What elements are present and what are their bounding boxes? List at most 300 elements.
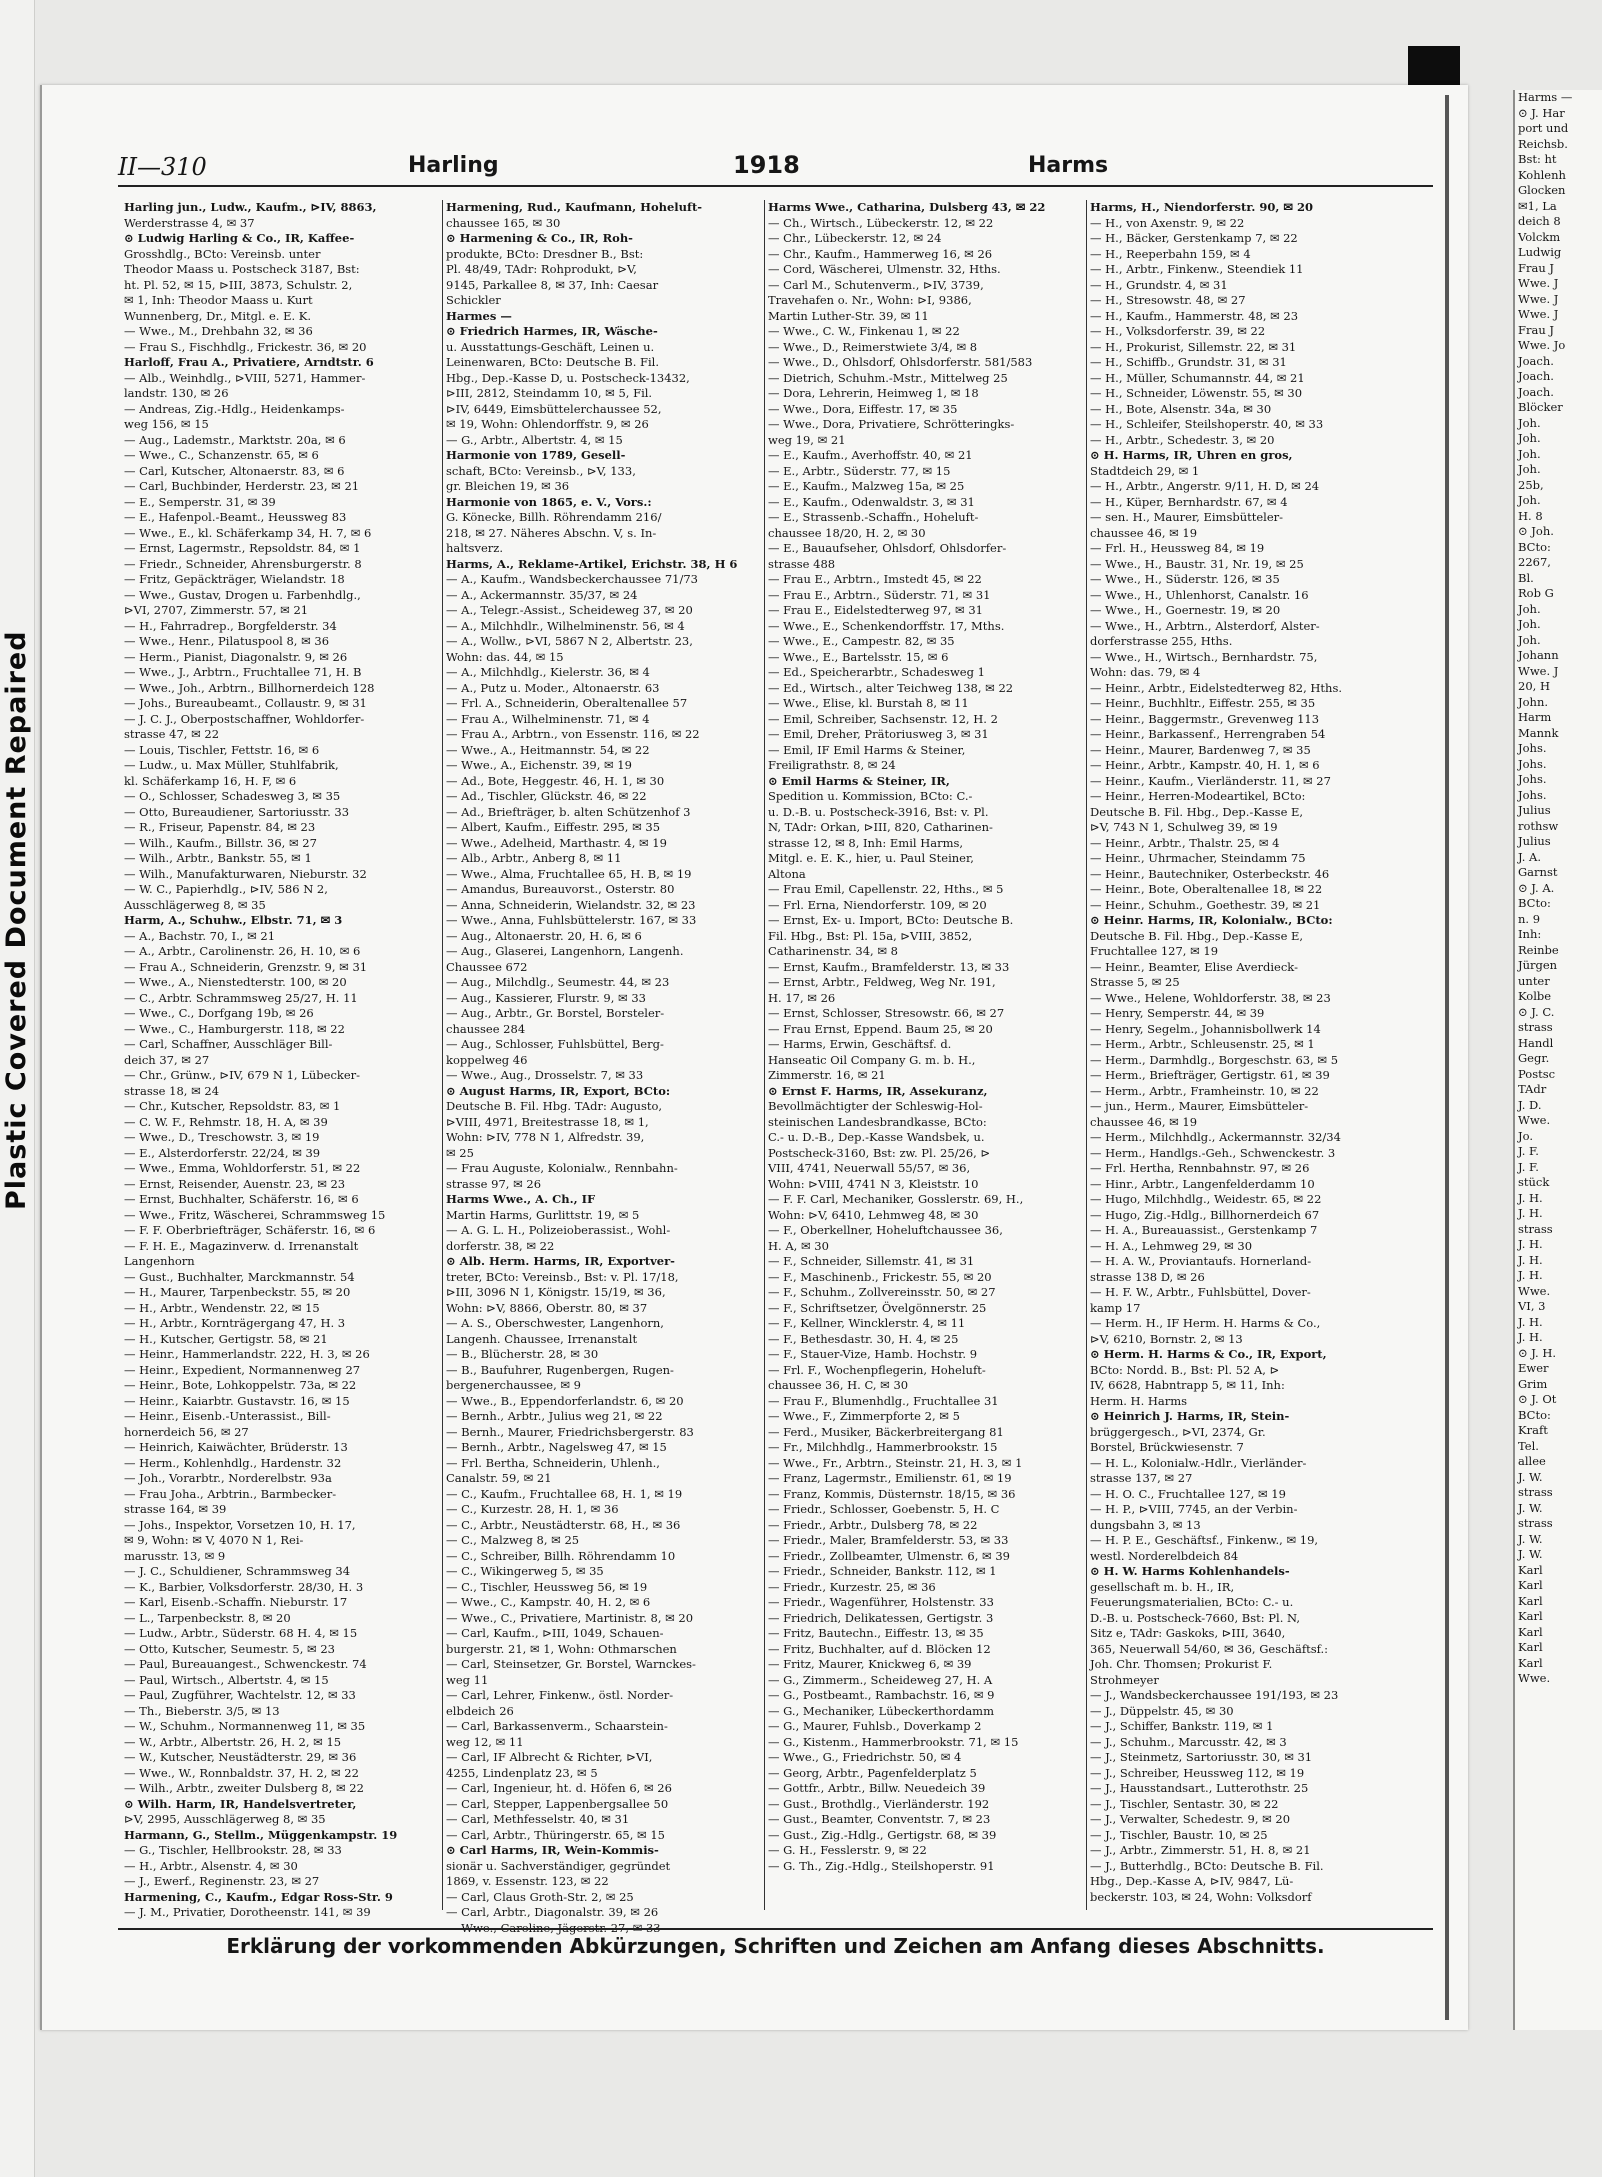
adjacent-page-line: Inh: bbox=[1518, 927, 1542, 941]
directory-entry-line: Pl. 48/49, TAdr: Rohprodukt, ⊳V, bbox=[446, 262, 637, 276]
directory-entry-line: — Frl. Hertha, Rennbahnstr. 97, ✉ 26 bbox=[1090, 1161, 1310, 1175]
directory-entry-line: H. A, ✉ 30 bbox=[768, 1238, 829, 1253]
directory-entry-line: — Ludw., u. Max Müller, Stuhlfabrik, bbox=[124, 758, 339, 772]
directory-entry-line: — Wilh., Kaufm., Billstr. 36, ✉ 27 bbox=[124, 835, 317, 850]
directory-entry-line: — Fritz, Maurer, Knickweg 6, ✉ 39 bbox=[768, 1657, 972, 1671]
directory-entry-line: — Wwe., Dora, Privatiere, Schrötteringks- bbox=[768, 417, 1015, 431]
directory-entry-line: ⊙ August Harms, IR, Export, BCto: bbox=[446, 1083, 671, 1098]
adjacent-page-line: Gegr. bbox=[1518, 1051, 1550, 1065]
adjacent-page-line: ⊙ Joh. bbox=[1518, 524, 1554, 538]
directory-entry-line: ✉ 9, Wohn: ✉ V, 4070 N 1, Rei- bbox=[124, 1533, 304, 1547]
directory-entry-line: — Wwe., A., Heitmannstr. 54, ✉ 22 bbox=[446, 742, 650, 757]
directory-entry-line: — E., Kaufm., Averhoffstr. 40, ✉ 21 bbox=[768, 448, 973, 462]
directory-entry-line: — C., Tischler, Heussweg 56, ✉ 19 bbox=[446, 1579, 648, 1594]
directory-entry-line: — Ch., Wirtsch., Lübeckerstr. 12, ✉ 22 bbox=[768, 215, 994, 230]
directory-entry-line: — Wwe., Gustav, Drogen u. Farbenhdlg., bbox=[124, 587, 361, 602]
column-2 bbox=[446, 200, 750, 1935]
directory-entry-line: Feuerungsmaterialien, BCto: C.- u. bbox=[1090, 1595, 1294, 1609]
directory-entry-line: — F., Bethesdastr. 30, H. 4, ✉ 25 bbox=[768, 1331, 959, 1346]
directory-entry-line: — Frl. Erna, Niendorferstr. 109, ✉ 20 bbox=[768, 897, 987, 912]
directory-entry-line: — Heinr., Arbtr., Thalstr. 25, ✉ 4 bbox=[1090, 835, 1280, 850]
header-left-keyword: Harling bbox=[408, 153, 499, 178]
directory-entry-line: — F., Oberkellner, Hoheluftchaussee 36, bbox=[768, 1223, 1003, 1237]
adjacent-page-line: Johs. bbox=[1518, 787, 1547, 802]
header-right-keyword: Harms bbox=[1028, 153, 1109, 178]
adjacent-page-line: stück bbox=[1518, 1175, 1550, 1189]
directory-entry-line: — Harms, Erwin, Geschäftsf. d. bbox=[768, 1037, 952, 1051]
directory-entry-line: ⊳V, 6210, Bornstr. 2, ✉ 13 bbox=[1090, 1331, 1243, 1346]
directory-entry-line: — C., Wikingerweg 5, ✉ 35 bbox=[446, 1564, 604, 1578]
directory-entry-line: — Ernst, Buchhalter, Schäferstr. 16, ✉ 6 bbox=[124, 1192, 359, 1206]
adjacent-page-line: Harms — bbox=[1518, 90, 1573, 104]
directory-entry-line: treter, BCto: Vereinsb., Bst: v. Pl. 17/18, bbox=[446, 1269, 679, 1284]
directory-entry-line: Wohn: das. 44, ✉ 15 bbox=[446, 649, 564, 664]
adjacent-page-line: VI, 3 bbox=[1518, 1299, 1546, 1313]
directory-entry-line: Harling jun., Ludw., Kaufm., ⊳IV, 8863, bbox=[124, 200, 377, 214]
adjacent-page-line: 25b, bbox=[1518, 477, 1544, 492]
directory-entry-line: Hanseatic Oil Company G. m. b. H., bbox=[768, 1052, 976, 1067]
directory-entry-line: — O., Schlosser, Schadesweg 3, ✉ 35 bbox=[124, 789, 341, 803]
directory-entry-line: strasse 47, ✉ 22 bbox=[124, 727, 220, 741]
directory-entry-line: — Wilh., Arbtr., Bankstr. 55, ✉ 1 bbox=[124, 851, 312, 865]
directory-entry-line: — Friedr., Maler, Bramfelderstr. 53, ✉ 33 bbox=[768, 1533, 1009, 1547]
directory-entry-line: — Herm., Darmhdlg., Borgeschstr. 63, ✉ 5 bbox=[1090, 1052, 1339, 1067]
directory-entry-line: dungsbahn 3, ✉ 13 bbox=[1090, 1517, 1201, 1532]
directory-entry-line: — W. C., Papierhdlg., ⊳IV, 586 N 2, bbox=[124, 882, 328, 896]
directory-entry-line: — Gust., Buchhalter, Marckmannstr. 54 bbox=[124, 1269, 355, 1284]
directory-entry-line: — Ed., Wirtsch., alter Teichweg 138, ✉ 22 bbox=[768, 680, 1014, 695]
directory-entry-line: ⊙ Ludwig Harling & Co., IR, Kaffee- bbox=[124, 231, 355, 245]
directory-entry-line: — L., Tarpenbeckstr. 8, ✉ 20 bbox=[124, 1610, 291, 1625]
directory-entry-line: — Frl. H., Heussweg 84, ✉ 19 bbox=[1090, 541, 1265, 555]
directory-entry-line: Wunnenberg, Dr., Mitgl. e. E. K. bbox=[124, 308, 312, 323]
directory-entry-line: — Aug., Kassierer, Flurstr. 9, ✉ 33 bbox=[446, 990, 646, 1005]
adjacent-page-line: n. 9 bbox=[1518, 911, 1541, 926]
directory-entry-line: — Paul, Bureauangest., Schwenckestr. 74 bbox=[124, 1657, 367, 1671]
adjacent-page-line: Wwe. J bbox=[1518, 291, 1559, 306]
directory-entry-line: — Wilh., Arbtr., zweiter Dulsberg 8, ✉ 22 bbox=[124, 1781, 364, 1795]
directory-entry-line: — Heinr., Barkassenf., Herrengraben 54 bbox=[1090, 727, 1326, 741]
directory-entry-line: — Chr., Lübeckerstr. 12, ✉ 24 bbox=[768, 231, 942, 245]
directory-entry-line: — Wwe., C. W., Finkenau 1, ✉ 22 bbox=[768, 324, 960, 338]
adjacent-page-line: Reinbe bbox=[1518, 942, 1559, 957]
directory-entry-line: — Frau Emil, Capellenstr. 22, Hths., ✉ 5 bbox=[768, 882, 1004, 896]
directory-entry-line: — G., Postbeamt., Rambachstr. 16, ✉ 9 bbox=[768, 1688, 995, 1702]
abbreviation-note: Erklärung der vorkommenden Abkürzungen, Schriften und Zeichen am Anfang dieses Abschnitts. bbox=[118, 1928, 1433, 1958]
directory-entry-line: — Wwe., D., Reimerstwiete 3/4, ✉ 8 bbox=[768, 339, 978, 354]
adjacent-page-line: TAdr bbox=[1518, 1082, 1547, 1096]
directory-entry-line: — Frau E., Arbtrn., Imstedt 45, ✉ 22 bbox=[768, 572, 982, 586]
directory-entry-line: — Wwe., H., Baustr. 31, Nr. 19, ✉ 25 bbox=[1090, 556, 1304, 571]
adjacent-page-line: J. W. bbox=[1518, 1469, 1543, 1484]
directory-entry-line: — sen. H., Maurer, Eimsbütteler- bbox=[1090, 510, 1284, 524]
directory-entry-line: ⊳V, 2995, Ausschlägerweg 8, ✉ 35 bbox=[124, 1812, 326, 1826]
directory-entry-line: — Heinr., Schuhm., Goethestr. 39, ✉ 21 bbox=[1090, 897, 1321, 912]
adjacent-page-line: Joh. bbox=[1518, 632, 1541, 647]
adjacent-page-line: Wwe. J bbox=[1518, 663, 1559, 678]
adjacent-page-line: Karl bbox=[1518, 1609, 1543, 1623]
directory-entry-line: ✉ 1, Inh: Theodor Maass u. Kurt bbox=[124, 293, 313, 307]
adjacent-page-line: Frau J bbox=[1518, 260, 1555, 275]
directory-entry-line: — Fr., Milchhdlg., Hammerbrookstr. 15 bbox=[768, 1440, 998, 1454]
directory-entry-line: — Ed., Speicherarbtr., Schadesweg 1 bbox=[768, 665, 985, 679]
directory-entry-line: 9145, Parkallee 8, ✉ 37, Inh: Caesar bbox=[446, 277, 659, 292]
adjacent-page-line: Joh. bbox=[1518, 493, 1541, 507]
directory-entry-line: — Fritz, Gepäckträger, Wielandstr. 18 bbox=[124, 572, 345, 586]
directory-entry-line: — Heinr., Kaiarbtr. Gustavstr. 16, ✉ 15 bbox=[124, 1393, 350, 1408]
directory-entry-line: ⊙ Herm. H. Harms & Co., IR, Export, bbox=[1090, 1347, 1327, 1361]
directory-entry-line: — Herm., Milchhdlg., Ackermannstr. 32/34 bbox=[1090, 1130, 1341, 1144]
directory-entry-line: — Fritz, Bautechn., Eiffestr. 13, ✉ 35 bbox=[768, 1626, 984, 1640]
directory-entry-line: Martin Harms, Gurlittstr. 19, ✉ 5 bbox=[446, 1207, 640, 1222]
directory-entry-line: D.-B. u. Postscheck-7660, Bst: Pl. N, bbox=[1090, 1610, 1300, 1625]
directory-entry-line: — Carl, Ingenieur, ht. d. Höfen 6, ✉ 26 bbox=[446, 1781, 672, 1795]
directory-entry-line: — Heinr., Herren-Modeartikel, BCto: bbox=[1090, 789, 1306, 803]
directory-entry-line: — G., Arbtr., Albertstr. 4, ✉ 15 bbox=[446, 432, 623, 447]
directory-entry-line: Schickler bbox=[446, 293, 501, 307]
directory-entry-line: — Carl, Claus Groth-Str. 2, ✉ 25 bbox=[446, 1889, 634, 1904]
directory-entry-line: Harmes — bbox=[446, 308, 512, 323]
directory-entry-line: — Karl, Eisenb.-Schaffn. Nieburstr. 17 bbox=[124, 1595, 348, 1609]
directory-entry-line: Mitgl. e. E. K., hier, u. Paul Steiner, bbox=[768, 851, 974, 865]
directory-entry-line: — E., Strassenb.-Schaffn., Hoheluft- bbox=[768, 510, 979, 524]
directory-entry-line: — Gust., Beamter, Conventstr. 7, ✉ 23 bbox=[768, 1812, 991, 1826]
directory-entry-line: — Herm., Kohlenhdlg., Hardenstr. 32 bbox=[124, 1455, 342, 1470]
directory-entry-line: weg 19, ✉ 21 bbox=[768, 432, 846, 447]
directory-entry-line: Harms, A., Reklame-Artikel, Erichstr. 38, H 6 bbox=[446, 556, 738, 571]
directory-entry-line: — Wwe., D., Treschowstr. 3, ✉ 19 bbox=[124, 1130, 320, 1144]
directory-entry-line: — Wwe., H., Wirtsch., Bernhardstr. 75, bbox=[1090, 649, 1318, 664]
directory-entry-line: — Heinr., Expedient, Normannenweg 27 bbox=[124, 1362, 361, 1377]
directory-entry-line: — Friedr., Zollbeamter, Ulmenstr. 6, ✉ 39 bbox=[768, 1548, 1010, 1563]
directory-entry-line: — Ferd., Musiker, Bäckerbreitergang 81 bbox=[768, 1424, 1004, 1439]
directory-entry-line: — G. Th., Zig.-Hdlg., Steilshoperstr. 91 bbox=[768, 1858, 995, 1873]
directory-entry-line: — Herm. H., IF Herm. H. Harms & Co., bbox=[1090, 1316, 1321, 1330]
directory-entry-line: — Friedr., Kurzestr. 25, ✉ 36 bbox=[768, 1579, 936, 1594]
directory-entry-line: — Frau A., Wilhelminenstr. 71, ✉ 4 bbox=[446, 711, 650, 726]
directory-entry-line: — W., Schuhm., Normannenweg 11, ✉ 35 bbox=[124, 1719, 366, 1733]
directory-entry-line: strasse 164, ✉ 39 bbox=[124, 1502, 227, 1516]
directory-entry-line: haltsverz. bbox=[446, 541, 503, 555]
directory-entry-line: — Friedr., Schneider, Bankstr. 112, ✉ 1 bbox=[768, 1564, 997, 1578]
directory-entry-line: — E., Arbtr., Süderstr. 77, ✉ 15 bbox=[768, 463, 951, 478]
directory-entry-line: Catharinenstr. 34, ✉ 8 bbox=[768, 944, 898, 958]
directory-entry-line: — Herm., Arbtr., Framheinstr. 10, ✉ 22 bbox=[1090, 1083, 1319, 1098]
directory-entry-line: — E., Hafenpol.-Beamt., Heussweg 83 bbox=[124, 510, 347, 524]
column-1 bbox=[124, 200, 428, 1919]
directory-entry-line: Hbg., Dep.-Kasse A, ⊳IV, 9847, Lü- bbox=[1090, 1874, 1294, 1888]
directory-entry-line: gr. Bleichen 19, ✉ 36 bbox=[446, 479, 570, 493]
directory-entry-line: Freiligrathstr. 8, ✉ 24 bbox=[768, 758, 896, 772]
directory-entry-line: ⊳IV, 6449, Eimsbüttelerchaussee 52, bbox=[446, 401, 662, 416]
directory-entry-line: — Joh., Vorarbtr., Norderelbstr. 93a bbox=[124, 1471, 332, 1485]
directory-entry-line: — Wwe., C., Hamburgerstr. 118, ✉ 22 bbox=[124, 1021, 345, 1036]
column-4 bbox=[1090, 200, 1394, 1910]
directory-entry-line: — Carl, Schaffner, Ausschläger Bill- bbox=[124, 1037, 333, 1051]
directory-entry-line: — Wwe., W., Ronnbaldstr. 37, H. 2, ✉ 22 bbox=[124, 1765, 359, 1780]
directory-entry-line: — Friedr., Schlosser, Goebenstr. 5, H. C bbox=[768, 1502, 1000, 1516]
adjacent-page-line: J. W. bbox=[1518, 1547, 1543, 1561]
directory-entry-line: — Frau E., Eidelstedterweg 97, ✉ 31 bbox=[768, 603, 983, 617]
directory-entry-line: bergenerchaussee, ✉ 9 bbox=[446, 1378, 581, 1392]
directory-entry-line: — R., Friseur, Papenstr. 84, ✉ 23 bbox=[124, 820, 316, 834]
directory-entry-line: — H. A. W., Proviantaufs. Hornerland- bbox=[1090, 1254, 1312, 1268]
directory-entry-line: — G. H., Fesslerstr. 9, ✉ 22 bbox=[768, 1843, 927, 1857]
directory-entry-line: — Wwe., M., Drehbahn 32, ✉ 36 bbox=[124, 324, 313, 338]
adjacent-page-line: Joh. bbox=[1518, 462, 1541, 476]
adjacent-page-line: Julius bbox=[1518, 834, 1551, 848]
adjacent-page-line: J. H. bbox=[1518, 1268, 1543, 1282]
adjacent-page-line: Joh. bbox=[1518, 601, 1541, 616]
directory-entry-line: — H., Fahrradrep., Borgfelderstr. 34 bbox=[124, 618, 337, 633]
adjacent-page-line: port und bbox=[1518, 121, 1569, 135]
directory-entry-line: — F., Schuhm., Zollvereinsstr. 50, ✉ 27 bbox=[768, 1285, 996, 1299]
directory-entry-line: — H. P., ⊳VIII, 7745, an der Verbin- bbox=[1090, 1502, 1298, 1516]
directory-entry-line: — Paul, Zugführer, Wachtelstr. 12, ✉ 33 bbox=[124, 1688, 356, 1702]
directory-entry-line: dorferstr. 38, ✉ 22 bbox=[446, 1238, 555, 1253]
directory-entry-line: — H., Kaufm., Hammerstr. 48, ✉ 23 bbox=[1090, 308, 1299, 323]
directory-entry-line: — J., Butterhdlg., BCto: Deutsche B. Fil. bbox=[1090, 1858, 1324, 1873]
page-header bbox=[118, 145, 1433, 187]
adjacent-page-line: Blöcker bbox=[1518, 400, 1563, 414]
directory-entry-line: N, TAdr: Orkan, ⊳III, 820, Catharinen- bbox=[768, 820, 993, 834]
directory-entry-line: — Wwe., Alma, Fruchtallee 65, H. B, ✉ 19 bbox=[446, 866, 692, 881]
directory-entry-line: — Louis, Tischler, Fettstr. 16, ✉ 6 bbox=[124, 742, 320, 757]
directory-entry-line: — Hugo, Milchhdlg., Weidestr. 65, ✉ 22 bbox=[1090, 1192, 1322, 1206]
directory-entry-line: — Wwe., E., Bartelsstr. 15, ✉ 6 bbox=[768, 649, 949, 664]
directory-entry-line: — Wwe., G., Friedrichstr. 50, ✉ 4 bbox=[768, 1750, 962, 1764]
directory-entry-line: H. 17, ✉ 26 bbox=[768, 990, 836, 1005]
directory-entry-line: — Bernh., Arbtr., Julius weg 21, ✉ 22 bbox=[446, 1409, 663, 1423]
directory-entry-line: — Friedrich, Delikatessen, Gertigstr. 3 bbox=[768, 1610, 994, 1625]
directory-entry-line: — Wwe., H., Arbtrn., Alsterdorf, Alster- bbox=[1090, 618, 1320, 633]
directory-entry-line: IV, 6628, Habntrapp 5, ✉ 11, Inh: bbox=[1090, 1378, 1285, 1392]
adjacent-page-line: Wwe. bbox=[1518, 1283, 1551, 1298]
directory-entry-line: 1869, v. Essenstr. 123, ✉ 22 bbox=[446, 1874, 609, 1888]
directory-entry-line: Sitz e, TAdr: Gaskoks, ⊳III, 3640, bbox=[1090, 1626, 1286, 1640]
directory-entry-line: Strasse 5, ✉ 25 bbox=[1090, 975, 1180, 989]
directory-entry-line: — Dietrich, Schuhm.-Mstr., Mittelweg 25 bbox=[768, 370, 1008, 385]
directory-entry-line: chaussee 18/20, H. 2, ✉ 30 bbox=[768, 525, 926, 540]
directory-entry-line: — Ludw., Arbtr., Süderstr. 68 H. 4, ✉ 15 bbox=[124, 1626, 358, 1640]
directory-entry-line: — Frau F., Blumenhdlg., Fruchtallee 31 bbox=[768, 1393, 999, 1408]
directory-entry-line: — Ernst, Kaufm., Bramfelderstr. 13, ✉ 33 bbox=[768, 959, 1010, 974]
directory-entry-line: — Georg, Arbtr., Pagenfelderplatz 5 bbox=[768, 1765, 977, 1780]
adjacent-page-line: Karl bbox=[1518, 1640, 1543, 1654]
directory-entry-line: — Alb., Weinhdlg., ⊳VIII, 5271, Hammer- bbox=[124, 370, 366, 385]
directory-entry-line: — H. F. W., Arbtr., Fuhlsbüttel, Dover- bbox=[1090, 1285, 1311, 1299]
directory-entry-line: — C., Arbtr., Neustädterstr. 68, H., ✉ 36 bbox=[446, 1517, 681, 1532]
directory-entry-line: — Chr., Kaufm., Hammerweg 16, ✉ 26 bbox=[768, 246, 993, 261]
directory-entry-line: ⊳III, 3096 N 1, Königstr. 15/19, ✉ 36, bbox=[446, 1285, 666, 1299]
directory-entry-line: — Carl, Lehrer, Finkenw., östl. Norder- bbox=[446, 1688, 674, 1702]
adjacent-page-line: ✉1, La bbox=[1518, 198, 1557, 213]
directory-entry-line: — Ernst, Reisender, Auenstr. 23, ✉ 23 bbox=[124, 1176, 346, 1191]
directory-entry-line: — H., Bote, Alsenstr. 34a, ✉ 30 bbox=[1090, 401, 1272, 416]
column-3 bbox=[768, 200, 1072, 1910]
directory-entry-line: — J., Wandsbeckerchaussee 191/193, ✉ 23 bbox=[1090, 1688, 1339, 1702]
directory-entry-line: Ausschlägerweg 8, ✉ 35 bbox=[124, 897, 266, 912]
directory-entry-line: — F., Kellner, Wincklerstr. 4, ✉ 11 bbox=[768, 1316, 966, 1330]
directory-entry-line: — A. S., Oberschwester, Langenhorn, bbox=[446, 1316, 664, 1330]
directory-entry-line: weg 11 bbox=[446, 1672, 489, 1687]
directory-entry-line: ht. Pl. 52, ✉ 15, ⊳III, 3873, Schulstr. 2, bbox=[124, 277, 353, 292]
directory-entry-line: ⊙ Heinrich J. Harms, IR, Stein- bbox=[1090, 1409, 1290, 1423]
directory-entry-line: — Carl, Barkassenverm., Schaarstein- bbox=[446, 1719, 668, 1733]
directory-entry-line: — Heinr., Maurer, Bardenweg 7, ✉ 35 bbox=[1090, 742, 1311, 757]
directory-entry-line: ✉ 25 bbox=[446, 1145, 474, 1160]
adjacent-page-line: Karl bbox=[1518, 1578, 1543, 1592]
directory-entry-line: burgerstr. 21, ✉ 1, Wohn: Othmarschen bbox=[446, 1641, 677, 1656]
directory-entry-line: Wohn: ⊳IV, 778 N 1, Alfredstr. 39, bbox=[446, 1130, 645, 1144]
directory-entry-line: Chaussee 672 bbox=[446, 959, 528, 974]
directory-entry-line: — Heinr., Buchhltr., Eiffestr. 255, ✉ 35 bbox=[1090, 696, 1316, 710]
adjacent-page-line: J. F. bbox=[1518, 1159, 1539, 1174]
directory-entry-line: Langenhorn bbox=[124, 1254, 195, 1268]
directory-entry-line: strasse 137, ✉ 27 bbox=[1090, 1471, 1193, 1485]
adjacent-page-line: Joach. bbox=[1518, 353, 1554, 368]
directory-entry-line: — Wwe., Dora, Eiffestr. 17, ✉ 35 bbox=[768, 401, 958, 416]
directory-entry-line: — Wwe., C., Dorfgang 19b, ✉ 26 bbox=[124, 1006, 314, 1020]
directory-entry-line: — Ernst, Arbtr., Feldweg, Weg Nr. 191, bbox=[768, 975, 996, 989]
directory-entry-line: — Herm., Briefträger, Gertigstr. 61, ✉ 39 bbox=[1090, 1068, 1330, 1082]
adjacent-page-line: BCto: bbox=[1518, 1407, 1551, 1422]
directory-entry-line: — Carl, Methfesselstr. 40, ✉ 31 bbox=[446, 1812, 630, 1826]
directory-entry-line: — Wwe., J., Arbtrn., Fruchtallee 71, H. B bbox=[124, 665, 362, 679]
directory-entry-line: — Wwe., E., kl. Schäferkamp 34, H. 7, ✉ 6 bbox=[124, 525, 372, 540]
adjacent-page-line: Postsc bbox=[1518, 1066, 1556, 1081]
adjacent-page-line: Wwe. Jo bbox=[1518, 338, 1566, 352]
directory-entry-line: — C., Schreiber, Billh. Röhrendamm 10 bbox=[446, 1548, 676, 1563]
adjacent-page-line: Johs. bbox=[1518, 741, 1547, 755]
directory-entry-line: ⊙ Carl Harms, IR, Wein-Kommis- bbox=[446, 1843, 659, 1857]
directory-entry-line: Wohn: ⊳VIII, 4741 N 3, Kleiststr. 10 bbox=[768, 1176, 979, 1191]
directory-entry-line: Fruchtallee 127, ✉ 19 bbox=[1090, 944, 1219, 958]
directory-entry-line: — H., von Axenstr. 9, ✉ 22 bbox=[1090, 215, 1245, 230]
directory-entry-line: — H., Müller, Schumannstr. 44, ✉ 21 bbox=[1090, 370, 1305, 385]
directory-entry-line: — H., Prokurist, Sillemstr. 22, ✉ 31 bbox=[1090, 339, 1297, 354]
directory-entry-line: — Frl. F., Wochenpflegerin, Hoheluft- bbox=[768, 1362, 986, 1377]
directory-entry-line: — A., Bachstr. 70, I., ✉ 21 bbox=[124, 928, 276, 943]
directory-entry-line: — Frl. Bertha, Schneiderin, Uhlenh., bbox=[446, 1455, 660, 1470]
directory-entry-line: — J., Verwalter, Schedestr. 9, ✉ 20 bbox=[1090, 1812, 1291, 1826]
directory-entry-line: — Emil, IF Emil Harms & Steiner, bbox=[768, 742, 966, 757]
directory-entry-line: 365, Neuerwall 54/60, ✉ 36, Geschäftsf.: bbox=[1090, 1641, 1328, 1656]
adjacent-page-line: J. H. bbox=[1518, 1206, 1543, 1220]
directory-entry-line: — Chr., Grünw., ⊳IV, 679 N 1, Lübecker- bbox=[124, 1068, 361, 1082]
directory-entry-line: Strohmeyer bbox=[1090, 1672, 1159, 1687]
directory-entry-line: — Carl, Stepper, Lappenbergsallee 50 bbox=[446, 1796, 669, 1811]
directory-entry-line: — C., Kaufm., Fruchtallee 68, H. 1, ✉ 19 bbox=[446, 1486, 683, 1501]
directory-entry-line: — B., Baufuhrer, Rugenbergen, Rugen- bbox=[446, 1362, 674, 1377]
directory-entry-line: — Friedr., Schneider, Ahrensburgerstr. 8 bbox=[124, 556, 362, 571]
directory-entry-line: — Hugo, Zig.-Hdlg., Billhornerdeich 67 bbox=[1090, 1207, 1320, 1222]
adjacent-page-line: Ludwig bbox=[1518, 245, 1562, 259]
adjacent-page-fragment bbox=[1513, 90, 1602, 2030]
directory-entry-line: strasse 12, ✉ 8, Inh: Emil Harms, bbox=[768, 835, 964, 850]
adjacent-page-line: Jo. bbox=[1518, 1128, 1533, 1143]
directory-entry-line: — Carl, Buchbinder, Herderstr. 23, ✉ 21 bbox=[124, 479, 360, 493]
adjacent-page-line: rothsw bbox=[1518, 818, 1559, 833]
directory-entry-line: — Gust., Zig.-Hdlg., Gertigstr. 68, ✉ 39 bbox=[768, 1827, 997, 1842]
directory-entry-line: — E., Semperstr. 31, ✉ 39 bbox=[124, 494, 276, 509]
directory-entry-line: chaussee 165, ✉ 30 bbox=[446, 215, 561, 230]
directory-entry-line: elbdeich 26 bbox=[446, 1703, 514, 1718]
directory-entry-line: — Wwe., Caroline, Jägerstr. 27, ✉ 33 bbox=[446, 1920, 661, 1935]
adjacent-page-line: H. 8 bbox=[1518, 508, 1543, 523]
directory-entry-line: — Wwe., C., Schanzenstr. 65, ✉ 6 bbox=[124, 448, 319, 462]
adjacent-page-line: Rob G bbox=[1518, 586, 1554, 600]
directory-entry-line: u. Ausstattungs-Geschäft, Leinen u. bbox=[446, 339, 655, 354]
adjacent-page-line: 20, H bbox=[1518, 679, 1550, 693]
directory-entry-line: — B., Blücherstr. 28, ✉ 30 bbox=[446, 1347, 599, 1361]
side-label-text: Plastic Covered Document Repaired bbox=[1, 630, 32, 1210]
directory-entry-line: — G., Tischler, Hellbrookstr. 28, ✉ 33 bbox=[124, 1843, 342, 1857]
adjacent-page-line: Frau J bbox=[1518, 322, 1555, 337]
directory-entry-line: — Aug., Milchdlg., Seumestr. 44, ✉ 23 bbox=[446, 975, 670, 989]
directory-entry-line: VIII, 4741, Neuerwall 55/57, ✉ 36, bbox=[768, 1161, 971, 1175]
directory-entry-line: — Wwe., Elise, kl. Burstah 8, ✉ 11 bbox=[768, 696, 969, 710]
directory-entry-line: — J., Schiffer, Bankstr. 119, ✉ 1 bbox=[1090, 1719, 1274, 1733]
directory-entry-line: — Wwe., A., Nienstedterstr. 100, ✉ 20 bbox=[124, 975, 347, 989]
directory-entry-line: — Carl M., Schutenverm., ⊳IV, 3739, bbox=[768, 277, 984, 292]
directory-entry-line: — Carl, Steinsetzer, Gr. Borstel, Warnckes- bbox=[446, 1657, 696, 1671]
directory-entry-line: — Herm., Handlgs.-Geh., Schwenckestr. 3 bbox=[1090, 1145, 1336, 1160]
directory-entry-line: kl. Schäferkamp 16, H. F, ✉ 6 bbox=[124, 773, 297, 788]
adjacent-page-line: Ewer bbox=[1518, 1361, 1549, 1375]
directory-entry-line: — Henry, Semperstr. 44, ✉ 39 bbox=[1090, 1006, 1265, 1020]
directory-entry-line: — Wwe., F., Zimmerpforte 2, ✉ 5 bbox=[768, 1409, 960, 1423]
directory-entry-line: produkte, BCto: Dresdner B., Bst: bbox=[446, 246, 644, 261]
adjacent-page-line: BCto: bbox=[1518, 896, 1551, 910]
directory-entry-line: ⊳V, 743 N 1, Schulweg 39, ✉ 19 bbox=[1090, 820, 1278, 834]
directory-entry-line: — J., Arbtr., Zimmerstr. 51, H. 8, ✉ 21 bbox=[1090, 1843, 1311, 1857]
directory-entry-line: — Johs., Bureaubeamt., Collaustr. 9, ✉ 31 bbox=[124, 696, 367, 710]
adjacent-page-line: Kraft bbox=[1518, 1423, 1548, 1437]
adjacent-page-line: Bl. bbox=[1518, 570, 1534, 585]
directory-entry-line: — A., Telegr.-Assist., Scheideweg 37, ✉ 20 bbox=[446, 603, 693, 617]
directory-entry-line: Joh. Chr. Thomsen; Prokurist F. bbox=[1090, 1657, 1273, 1671]
adjacent-page-line: Joach. bbox=[1518, 369, 1554, 383]
directory-entry-line: — H. A., Bureauassist., Gerstenkamp 7 bbox=[1090, 1223, 1318, 1237]
directory-entry-line: brüggergesch., ⊳VI, 2374, Gr. bbox=[1090, 1424, 1266, 1439]
directory-entry-line: — Emil, Dreher, Prätoriusweg 3, ✉ 31 bbox=[768, 727, 989, 741]
directory-entry-line: — Wwe., Aug., Drosselstr. 7, ✉ 33 bbox=[446, 1068, 644, 1082]
directory-entry-line: westl. Norderelbdeich 84 bbox=[1090, 1548, 1239, 1563]
directory-entry-line: beckerstr. 103, ✉ 24, Wohn: Volksdorf bbox=[1090, 1889, 1312, 1904]
directory-entry-line: — A., Ackermannstr. 35/37, ✉ 24 bbox=[446, 587, 638, 602]
directory-entry-line: Herm. H. Harms bbox=[1090, 1393, 1188, 1408]
directory-entry-line: — Wwe., Anna, Fuhlsbüttelerstr. 167, ✉ 33 bbox=[446, 913, 697, 927]
adjacent-page-line: unter bbox=[1518, 973, 1550, 988]
directory-entry-line: — H. O. C., Fruchtallee 127, ✉ 19 bbox=[1090, 1486, 1286, 1501]
adjacent-page-line: deich 8 bbox=[1518, 214, 1561, 228]
directory-entry-line: — E., Alsterdorferstr. 22/24, ✉ 39 bbox=[124, 1145, 321, 1160]
directory-entry-line: — Wwe., Helene, Wohldorferstr. 38, ✉ 23 bbox=[1090, 990, 1331, 1005]
directory-entry-line: — A., Putz u. Moder., Altonaerstr. 63 bbox=[446, 680, 660, 695]
adjacent-page-line: Joh. bbox=[1518, 431, 1541, 445]
directory-entry-line: — J., Schuhm., Marcusstr. 42, ✉ 3 bbox=[1090, 1734, 1287, 1749]
directory-entry-line: — C., Malzweg 8, ✉ 25 bbox=[446, 1533, 580, 1547]
adjacent-page-line: Grim bbox=[1518, 1376, 1548, 1391]
adjacent-page-line: Wwe. J bbox=[1518, 307, 1559, 321]
directory-entry-line: — Alb., Arbtr., Anberg 8, ✉ 11 bbox=[446, 851, 622, 865]
directory-entry-line: — Anna, Schneiderin, Wielandstr. 32, ✉ 23 bbox=[446, 897, 696, 912]
directory-entry-line: — Friedr., Arbtr., Dulsberg 78, ✉ 22 bbox=[768, 1517, 978, 1532]
directory-entry-line: — Aug., Altonaerstr. 20, H. 6, ✉ 6 bbox=[446, 928, 642, 943]
directory-entry-line: — Paul, Wirtsch., Albertstr. 4, ✉ 15 bbox=[124, 1672, 329, 1687]
directory-entry-line: — Gust., Brothdlg., Vierländerstr. 192 bbox=[768, 1796, 990, 1811]
